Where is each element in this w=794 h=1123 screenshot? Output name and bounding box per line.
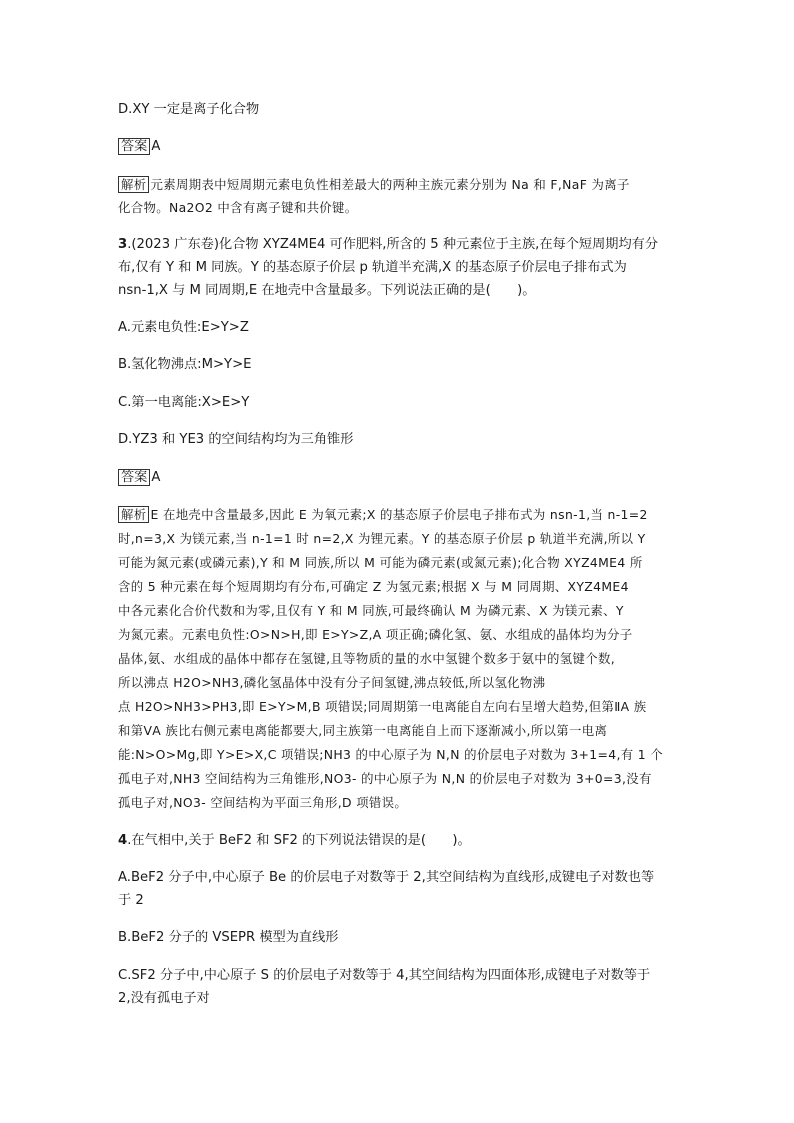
q3-option-d: D.YZ3 和 YE3 的空间结构均为三角锥形 (118, 432, 354, 447)
q4-option-a: 于 2 (118, 893, 144, 908)
q3-explanation-line: 能:N>O>Mg,即 Y>E>X,C 项错误;NH3 的中心原子为 N,N 的价层电子对数为 3+1=4,有 1 个 (118, 747, 664, 762)
q3-explanation-line: 晶体,氨、水组成的晶体中都存在氢键,且等物质的量的水中氢键个数多于氨中的氢键个数, (118, 651, 616, 666)
q2-explain-label: 解析 (118, 176, 149, 193)
q2-answer-row (118, 138, 160, 156)
q3-explanation-line: 孤电子对,NO3- 空间结构为平面三角形,D 项错误。 (118, 795, 408, 810)
q3-answer-row (118, 469, 160, 487)
q2-answer-label: 答案 (118, 138, 150, 155)
q4-option-c: 2,没有孤电子对 (118, 991, 210, 1006)
q3-explanation-line: 解析 E 在地壳中含量最多,因此 E 为氧元素;X 的基态原子价层电子排布式为 nsn-1,当 n-1=2 (118, 506, 648, 524)
q3-explanation-line: 和第ⅤA 族比右侧元素电离能都要大,同主族第一电离能自上而下逐渐减小,所以第一电离 (118, 723, 608, 738)
q3-explanation-line: 孤电子对,NH3 空间结构为三角锥形,NO3- 的中心原子为 N,N 的价层电子对数为 3+0=3,没有 (118, 771, 652, 786)
q3-option-b: B.氢化物沸点:M>Y>E (118, 357, 252, 372)
q3-stem-line: 布,仅有 Y 和 M 同族。Y 的基态原子价层 p 轨道半充满,X 的基态原子价层电子排布式为 (118, 260, 627, 275)
q3-answer-label: 答案 (118, 469, 150, 486)
q3-stem-line: 3.(2023 广东卷)化合物 XYZ4ME4 可作肥料,所含的 5 种元素位于主族,在每个短周期均有分 (118, 237, 659, 252)
q4-stem-line: 4.在气相中,关于 BeF2 和 SF2 的下列说法错误的是( )。 (118, 833, 471, 848)
q3-explanation-line: 所以沸点 H2O>NH3,磷化氢晶体中没有分子间氢键,沸点较低,所以氢化物沸 (118, 675, 546, 690)
q3-option-a: A.元素电负性:E>Y>Z (118, 320, 249, 335)
q3-explanation-line: 为氮元素。元素电负性:O>N>H,即 E>Y>Z,A 项正确;磷化氢、氨、水组成的晶体均为分子 (118, 627, 633, 642)
q2-option-d: D.XY 一定是离子化合物 (118, 102, 260, 117)
q4-option-c: C.SF2 分子中,中心原子 S 的价层电子对数等于 4,其空间结构为四面体形,成键电子对数等于 (118, 968, 651, 983)
q3-explanation-line: 中各元素化合价代数和为零,且仅有 Y 和 M 同族,可最终确认 M 为磷元素、X 为镁元素、Y (118, 603, 624, 618)
q3-explain-label: 解析 (118, 506, 149, 523)
q3-number: 3 (118, 237, 128, 252)
q4-number: 4 (118, 833, 128, 848)
q3-answer-value: A (151, 470, 161, 485)
q3-explanation-line: 时,n=3,X 为镁元素,当 n-1=1 时 n=2,X 为锂元素。Y 的基态原子价层 p 轨道半充满,所以 Y (118, 531, 646, 546)
q3-explanation-line: 可能为氮元素(或磷元素),Y 和 M 同族,所以 M 可能为磷元素(或氮元素);化合物 XYZ4ME4 所 (118, 555, 643, 570)
q2-answer-value: A (151, 139, 161, 154)
q2-explanation-line: 解析 元素周期表中短周期元素电负性相差最大的两种主族元素分别为 Na 和 F,NaF 为离子 (118, 176, 630, 194)
q2-explanation-line: 化合物。Na2O2 中含有离子键和共价键。 (118, 200, 358, 215)
q3-explanation-line: 含的 5 种元素在每个短周期均有分布,可确定 Z 为氢元素;根据 X 与 M 同周期、XYZ4ME4 (118, 579, 629, 594)
q3-explanation-line: 点 H2O>NH3>PH3,即 E>Y>M,B 项错误;同周期第一电离能自左向右呈增大趋势,但第ⅡA 族 (118, 699, 647, 714)
q3-stem-line: nsn-1,X 与 M 同周期,E 在地壳中含量最多。下列说法正确的是( )。 (118, 283, 536, 298)
q4-option-b: B.BeF2 分子的 VSEPR 模型为直线形 (118, 930, 339, 945)
q4-option-a: A.BeF2 分子中,中心原子 Be 的价层电子对数等于 2,其空间结构为直线形,成键电子对数也等 (118, 870, 655, 885)
q3-option-c: C.第一电离能:X>E>Y (118, 395, 250, 410)
